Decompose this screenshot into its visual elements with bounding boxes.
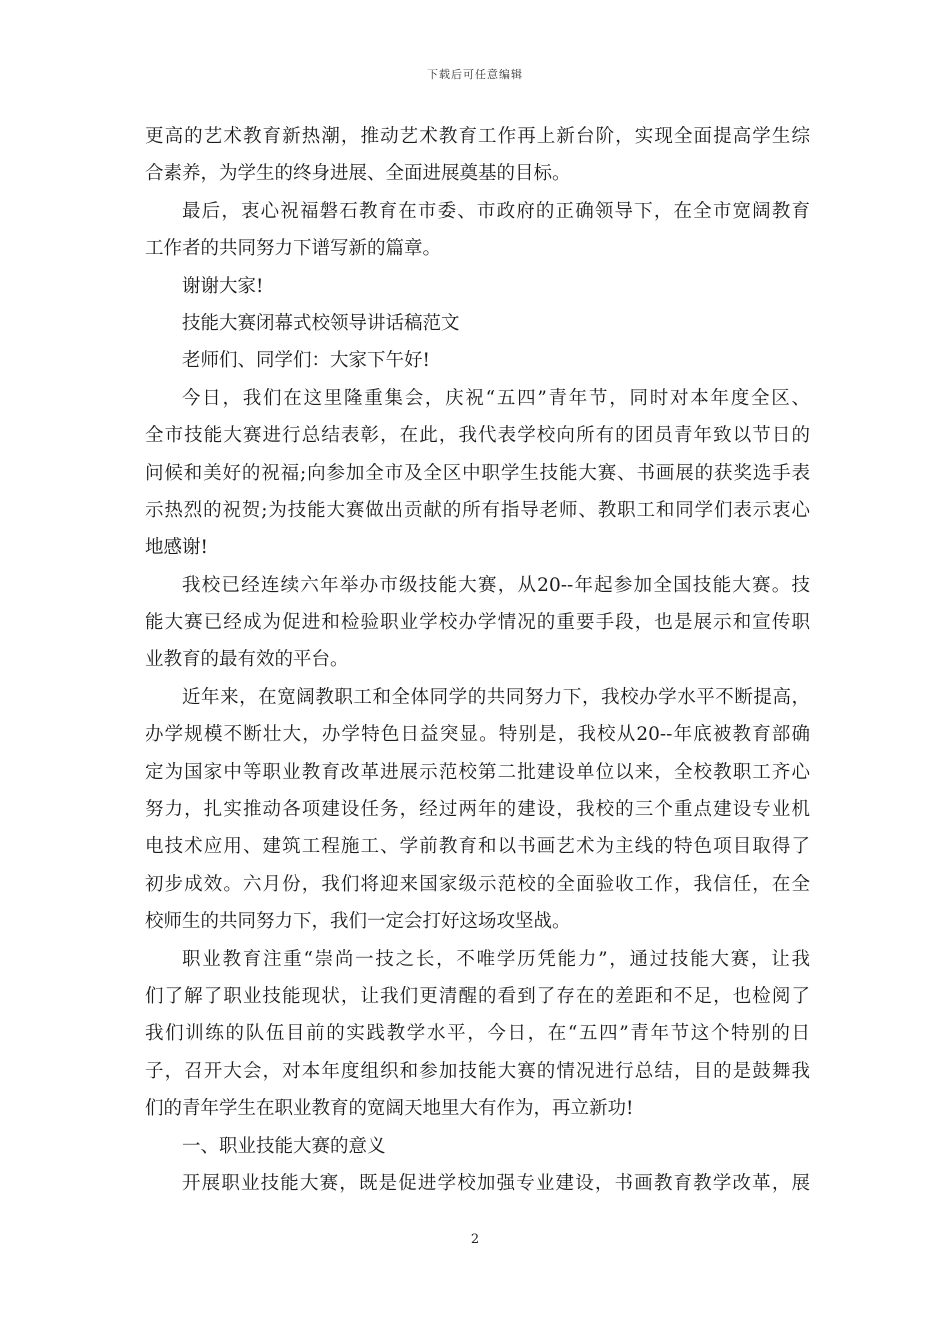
text-line: 谢谢大家!	[182, 275, 264, 297]
text-line: 电技术应用、建筑工程施工、学前教育和以书画艺术为主线的特色项目取得了	[145, 836, 810, 858]
text-line: 老师们、同学们：大家下午好!	[182, 350, 430, 372]
page-number: 2	[470, 1232, 480, 1247]
text-line: 一、职业技能大赛的意义	[182, 1135, 386, 1157]
document-body	[145, 118, 810, 1202]
text-line: 办学规模不断壮大，办学特色日益突显。特别是，我校从20--年底被教育部确	[145, 724, 810, 746]
text-line: 子，召开大会，对本年度组织和参加技能大赛的情况进行总结，目的是鼓舞我	[145, 1060, 810, 1082]
text-line: 全市技能大赛进行总结表彰，在此，我代表学校向所有的团员青年致以节日的	[145, 425, 810, 447]
text-line: 能大赛已经成为促进和检验职业学校办学情况的重要手段，也是展示和宣传职	[145, 612, 810, 634]
text-line: 地感谢!	[145, 537, 208, 559]
text-line: 们的青年学生在职业教育的宽阔天地里大有作为，再立新功!	[145, 1098, 634, 1120]
text-line: 技能大赛闭幕式校领导讲话稿范文	[182, 312, 460, 334]
text-line: 我们训练的队伍目前的实践教学水平，今日，在“五四”青年节这个特别的日	[145, 1023, 810, 1045]
text-line: 职业教育注重“崇尚一技之长，不唯学历凭能力”，通过技能大赛，让我	[182, 948, 810, 970]
text-line: 业教育的最有效的平台。	[145, 649, 349, 671]
text-line: 问候和美好的祝福;向参加全市及全区中职学生技能大赛、书画展的获奖选手表	[145, 462, 810, 484]
text-line: 定为国家中等职业教育改革进展示范校第二批建设单位以来，全校教职工齐心	[145, 761, 810, 783]
text-line: 示热烈的祝贺;为技能大赛做出贡献的所有指导老师、教职工和同学们表示衷心	[145, 499, 810, 521]
text-line: 合素养，为学生的终身进展、全面进展奠基的目标。	[145, 163, 571, 185]
page-header: 下载后可任意编辑	[427, 68, 523, 81]
text-line: 努力，扎实推动各项建设任务，经过两年的建设，我校的三个重点建设专业机	[145, 799, 810, 821]
text-line: 校师生的共同努力下，我们一定会打好这场攻坚战。	[145, 911, 571, 933]
text-line: 初步成效。六月份，我们将迎来国家级示范校的全面验收工作，我信任，在全	[145, 873, 810, 895]
text-line: 开展职业技能大赛，既是促进学校加强专业建设，书画教育教学改革，展	[182, 1172, 810, 1194]
text-line: 近年来，在宽阔教职工和全体同学的共同努力下，我校办学水平不断提高，	[182, 686, 810, 708]
text-line: 工作者的共同努力下谱写新的篇章。	[145, 238, 442, 260]
text-line: 我校已经连续六年举办市级技能大赛，从20--年起参加全国技能大赛。技	[182, 574, 810, 596]
text-line: 更高的艺术教育新热潮，推动艺术教育工作再上新台阶，实现全面提高学生综	[145, 126, 810, 147]
text-line: 们了解了职业技能现状，让我们更清醒的看到了存在的差距和不足，也检阅了	[145, 985, 810, 1007]
text-line: 最后，衷心祝福磐石教育在市委、市政府的正确领导下，在全市宽阔教育	[182, 200, 810, 222]
text-line: 今日，我们在这里隆重集会，庆祝“五四”青年节，同时对本年度全区、	[182, 387, 810, 409]
